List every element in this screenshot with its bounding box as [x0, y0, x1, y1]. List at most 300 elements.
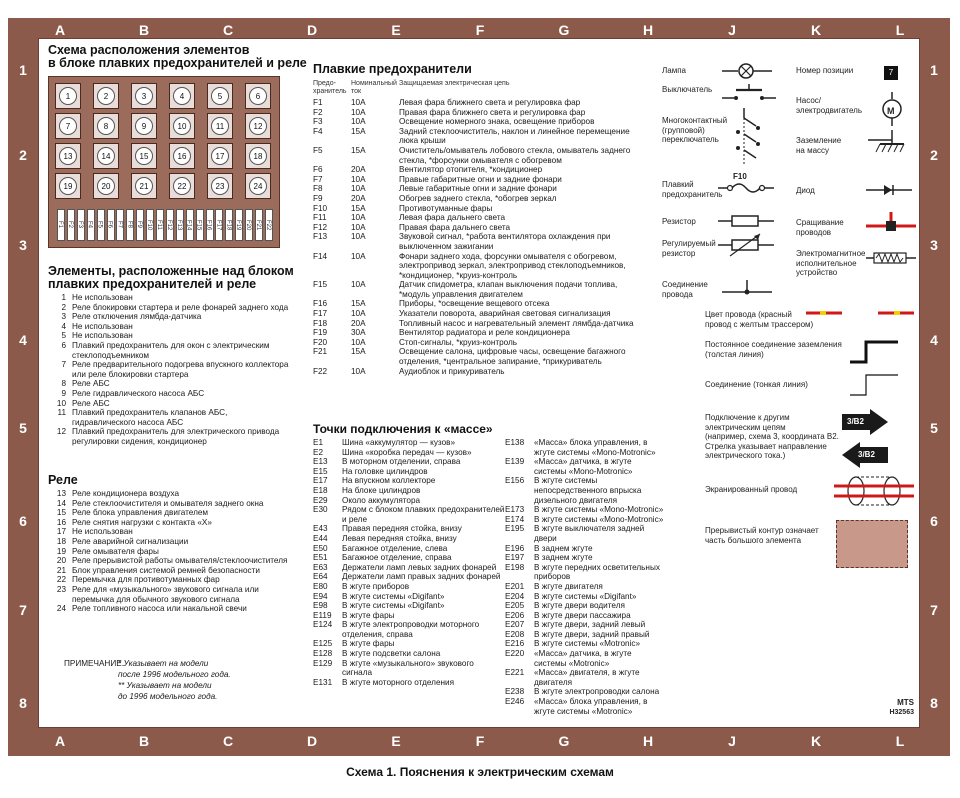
fuses-col2-header: Номинальный	[351, 80, 397, 87]
list-item-number: 9	[61, 388, 66, 398]
fuse-id: F6	[313, 165, 323, 175]
list-item-number: 3	[61, 312, 66, 322]
ground-point-id: E125	[313, 639, 333, 649]
legend-earth-line2: на массу	[796, 145, 830, 155]
ground-list-right	[505, 438, 665, 716]
list-item	[52, 322, 292, 332]
grid-col-label: C	[222, 733, 234, 749]
ground-point-row	[505, 639, 665, 649]
grid-col-label: C	[222, 22, 234, 38]
relay-slot	[245, 113, 271, 139]
grid-row-label: 6	[19, 513, 27, 529]
fuse-id: F22	[313, 366, 328, 376]
ground-point-row	[313, 582, 505, 592]
ground-point-id: E201	[505, 581, 525, 591]
relay-slot-number: 6	[249, 87, 267, 105]
ground-point-id: E17	[313, 476, 328, 486]
ground-point-row	[505, 582, 665, 592]
relay-slot	[245, 143, 271, 169]
fuse-slot: F6	[107, 209, 115, 241]
ground-point-location: Левая передняя стойка, внизу	[342, 533, 457, 543]
relay-slot-number: 4	[173, 87, 191, 105]
ground-point-id: E119	[313, 610, 332, 620]
list-item-text: Реле предварительного подогрева впускного коллектора или реле блокировки стартера	[72, 360, 289, 379]
fuse-circuit: Очиститель/омыватель лобового стекла, омыватель заднего стекла, *форсунки омывателя с обогревом	[399, 145, 631, 165]
ground-point-location: В жгуте системы «Mono-Motronic»	[534, 505, 664, 515]
ground-point-row	[505, 630, 665, 640]
grid-row-label: 2	[19, 147, 27, 163]
fuse-table-row	[313, 213, 643, 223]
ground-point-row	[505, 697, 665, 716]
legend-thin-join-label: Соединение (тонкая линия)	[705, 380, 808, 389]
list-item	[52, 489, 292, 499]
ground-point-row	[313, 620, 505, 639]
legend-pump-line2: электродвигатель	[796, 105, 862, 115]
ground-point-location: В жгуте двери пассажира	[534, 610, 631, 620]
list-item	[52, 575, 292, 585]
ground-point-id: E220	[505, 649, 525, 659]
note-line1: * Указывает на модели	[118, 659, 209, 668]
fuse-slot: F8	[126, 209, 134, 241]
fuse-table-row	[313, 98, 643, 108]
fuse-id: F8	[313, 184, 323, 194]
legend-wire-color-label	[705, 310, 813, 329]
fuse-slot: F14	[186, 209, 194, 241]
list-item	[52, 312, 292, 322]
fuse-rating: 20A	[351, 193, 366, 203]
fuse-icon	[718, 180, 774, 196]
fuse-table-row	[313, 204, 643, 214]
list-item-number: 5	[61, 331, 66, 341]
ground-point-location: В жгуте электропроводки салона	[534, 687, 660, 697]
fuse-slot: F4	[87, 209, 95, 241]
ground-point-location: Правая передняя стойка, внизу	[342, 524, 462, 534]
list-item	[52, 508, 292, 518]
fuses-col1-header: Предо-	[313, 80, 336, 87]
above-block-title-line2: плавких предохранителей и реле	[48, 277, 257, 291]
fuse-rating: 10A	[351, 222, 366, 232]
grid-col-label: A	[54, 22, 66, 38]
list-item-number: 8	[61, 379, 66, 389]
ground-point-location: В жгуте системы «Digifant»	[534, 591, 637, 601]
above-block-title-line1: Элементы, расположенные над блоком	[48, 264, 294, 278]
fuse-table-row	[313, 117, 643, 127]
relay-slot	[207, 113, 233, 139]
list-item	[52, 408, 292, 427]
list-item	[52, 547, 292, 557]
list-item	[52, 341, 292, 360]
list-item-text: Плавкий предохранитель для окон с электрическим стеклоподъемником	[72, 340, 270, 360]
fuse-rating: 10A	[351, 309, 366, 319]
above-block-list	[52, 293, 292, 447]
ground-point-id: E138	[505, 438, 525, 447]
fuse-table-row	[313, 127, 643, 146]
solenoid-icon	[866, 250, 916, 266]
lamp-icon	[722, 62, 774, 80]
legend-link-line2: электрическим цепям	[705, 422, 786, 432]
fuse-table-row	[313, 338, 643, 348]
legend-fuse-label	[662, 180, 722, 199]
ground-point-row	[313, 448, 505, 458]
fuse-slot: F7	[116, 209, 124, 241]
ground-point-location: «Масса» датчика, в жгуте системы «Motronic»	[534, 649, 632, 668]
fuse-slot: F1	[57, 209, 65, 241]
ground-point-row	[505, 563, 665, 582]
ground-point-id: E15	[313, 466, 328, 476]
ground-point-location: В жгуте фары	[342, 639, 395, 649]
list-item-number: 21	[56, 565, 66, 575]
fuse-table-row	[313, 232, 643, 251]
legend-position-label: Номер позиции	[796, 66, 854, 75]
list-item-text: Блок управления системой ремней безопасности	[72, 565, 260, 575]
ground-point-location: В заднем жгуте	[534, 543, 593, 553]
fuse-circuit: Вентилятор радиатора и реле кондиционера	[399, 328, 570, 338]
grid-col-label: F	[475, 733, 485, 749]
ground-point-id: E129	[313, 658, 333, 668]
list-item-text: Реле стеклоочистителя и омывателя заднего окна	[72, 498, 264, 508]
ground-point-id: E206	[505, 610, 525, 620]
relay-slot-number: 14	[97, 147, 115, 165]
list-item-number: 10	[56, 398, 66, 408]
fuse-id: F11	[313, 213, 327, 223]
list-item-number: 11	[57, 408, 66, 418]
grid-row-label: 3	[19, 237, 27, 253]
ground-point-location: Багажное отделение, справа	[342, 553, 452, 563]
legend-var-resistor-label	[662, 239, 716, 258]
ground-point-id: E29	[313, 495, 328, 505]
list-item-number: 22	[56, 575, 66, 585]
grid-col-label: H	[642, 22, 654, 38]
fuses-table	[313, 80, 643, 376]
list-item-text: Плавкий предохранитель для электрического привода регулировки сидения, кондиционер	[72, 427, 280, 446]
list-item-number: 13	[56, 489, 66, 498]
legend-multiswitch-line2: (групповой)	[662, 125, 705, 135]
ground-point-location: В моторном отделении, справа	[342, 457, 461, 467]
ground-point-id: E197	[505, 553, 525, 563]
relay-slot-number: 7	[59, 117, 77, 135]
ground-point-location: В жгуте системы «Mono-Motronic»	[534, 514, 664, 524]
ground-point-location: Держатели ламп правых задних фонарей	[342, 572, 501, 582]
ground-point-row	[505, 438, 665, 457]
fuse-id: F21	[313, 347, 328, 357]
grid-col-label: B	[138, 733, 150, 749]
multi-switch-icon	[730, 108, 770, 168]
fuse-table-row	[313, 328, 643, 338]
ground-point-id: E50	[313, 543, 328, 553]
fuse-slot: F12	[166, 209, 174, 241]
relay-slot-number: 2	[97, 87, 115, 105]
ground-point-id: E1	[313, 438, 324, 447]
legend-link-line1: Подключение к другим	[705, 413, 790, 422]
above-block-title	[48, 265, 294, 291]
fuse-id: F12	[313, 222, 328, 232]
list-item-text: Реле прерывистой работы омывателя/стеклоочистителя	[72, 556, 288, 566]
fuse-circuit: Правая фара ближнего света и регулировка фар	[399, 107, 586, 117]
fuse-rating: 20A	[351, 165, 366, 175]
fuse-slot: F5	[97, 209, 105, 241]
fuse-slot: F18	[225, 209, 233, 241]
list-item	[52, 379, 292, 389]
list-item-number: 15	[56, 508, 66, 518]
legend-solenoid-line3: устройство	[796, 268, 838, 277]
relay-slot	[207, 143, 233, 169]
grid-col-label: B	[138, 22, 150, 38]
grid-row-label: 6	[930, 513, 938, 529]
legend-wire-color-line2: провод с желтым трассером)	[705, 319, 814, 329]
legend-fuse-code: F10	[733, 172, 747, 181]
thick-ground-line-icon	[850, 340, 898, 364]
legend-wire-join-label	[662, 280, 708, 299]
relay-slot	[131, 113, 157, 139]
fuse-id: F9	[313, 193, 323, 203]
grid-col-label: E	[391, 733, 401, 749]
fuse-slot: F21	[255, 209, 263, 241]
grid-col-label: D	[306, 733, 318, 749]
legend-resistor-label: Резистор	[662, 217, 696, 226]
fuse-rating: 10A	[351, 98, 366, 107]
ground-point-row	[313, 486, 505, 496]
ground-point-id: E13	[313, 457, 328, 467]
list-item-text: Не использован	[72, 331, 133, 341]
fuse-slot: F2	[67, 209, 75, 241]
ground-point-row	[505, 505, 665, 515]
ground-point-location: Шина «аккумулятор — кузов»	[342, 438, 456, 447]
legend-dashed-line2: часть большого элемента	[705, 535, 802, 545]
fuse-id: F4	[313, 126, 323, 136]
ground-point-row	[313, 563, 505, 573]
fuse-rating: 10A	[351, 366, 366, 376]
fuse-id: F13	[313, 232, 328, 242]
list-item-number: 14	[56, 498, 66, 508]
ground-point-row	[505, 668, 665, 687]
fuse-slot: F19	[235, 209, 243, 241]
fuse-id: F5	[313, 145, 323, 155]
fuses-col3-header: Защищаемая электрическая цепь	[399, 80, 510, 87]
legend-link-label	[705, 413, 839, 461]
note-line3: ** Указывает на модели	[118, 681, 212, 690]
ground-point-location: Рядом с блоком плавких предохранителей и реле	[342, 505, 505, 524]
fuse-id: F19	[313, 328, 328, 338]
shielded-wire-icon	[834, 474, 914, 508]
ground-point-location: В жгуте фары	[342, 610, 395, 620]
list-item-number: 2	[61, 302, 66, 312]
list-item	[52, 303, 292, 313]
fuse-circuit: Вентилятор отопителя, *кондиционер	[399, 165, 543, 175]
fuse-id: F14	[313, 251, 328, 261]
ground-point-location: В заднем жгуте	[534, 553, 593, 563]
ground-point-id: E174	[505, 514, 525, 524]
fuse-table-row	[313, 175, 643, 185]
ground-point-row	[313, 544, 505, 554]
fuse-circuit: Левая фара ближнего света и регулировка фар	[399, 98, 581, 107]
list-item-number: 20	[56, 556, 66, 566]
ground-point-id: E131	[313, 677, 333, 687]
ground-point-id: E18	[313, 485, 328, 495]
relay-slot-number: 17	[211, 147, 229, 165]
ground-point-location: В жгуте двигателя	[534, 581, 603, 591]
grid-col-label: K	[810, 733, 822, 749]
fuses-col2-header-b: ток	[351, 88, 362, 95]
fuse-table-row	[313, 309, 643, 319]
relay-slot	[169, 143, 195, 169]
ground-point-location: В жгуте системы «Motronic»	[534, 639, 641, 649]
grid-col-label: L	[895, 22, 905, 38]
fuse-table-row	[313, 299, 643, 309]
thin-line-icon	[850, 373, 898, 397]
fuse-circuit: Указатели поворота, аварийная световая сигнализация	[399, 309, 611, 319]
relay-slot-number: 11	[211, 117, 229, 135]
grid-col-label: K	[810, 22, 822, 38]
ground-point-id: E205	[505, 601, 525, 611]
ground-icon	[868, 130, 918, 158]
ground-point-row	[313, 476, 505, 486]
grid-row-label: 8	[19, 695, 27, 711]
switch-icon	[722, 80, 776, 104]
ground-point-id: E204	[505, 591, 525, 601]
relay-slot-number: 18	[249, 147, 267, 165]
legend-splice-line2: проводов	[796, 227, 832, 237]
fuse-id: F3	[313, 117, 323, 127]
ground-point-id: E128	[313, 649, 333, 659]
list-item-number: 18	[56, 536, 66, 546]
list-item	[52, 293, 292, 303]
ground-point-row	[505, 515, 665, 525]
grid-row-label: 4	[19, 332, 27, 348]
relays-list	[52, 489, 292, 614]
list-item	[52, 604, 292, 614]
link-code-out: 3/B2	[847, 417, 864, 426]
fuse-table-row	[313, 184, 643, 194]
list-item-number: 24	[56, 604, 66, 614]
ground-point-location: Шина «коробка передач — кузов»	[342, 447, 472, 457]
grid-col-label: J	[728, 22, 736, 38]
fuse-circuit: Приборы, *освещение вещевого отсека	[399, 299, 550, 309]
fuse-circuit: Правая фара дальнего света	[399, 222, 511, 232]
legend-dashed-line1: Прерывистый контур означает	[705, 526, 819, 535]
ground-point-id: E2	[313, 447, 324, 457]
ground-point-location: «Масса» блока управления, в жгуте системы «Mono-Motronic»	[534, 438, 656, 457]
fuse-slot: F16	[206, 209, 214, 241]
relay-slot	[55, 143, 81, 169]
ground-point-id: E156	[505, 476, 525, 486]
fusebox-title-line2: в блоке плавких предохранителей и реле	[48, 56, 307, 70]
legend-var-resistor-line1: Регулируемый	[662, 239, 716, 248]
ground-point-row	[313, 553, 505, 563]
ground-point-location: В жгуте моторного отделения	[342, 677, 455, 687]
list-item	[52, 399, 292, 409]
list-item-text: Реле аварийной сигнализации	[72, 536, 189, 546]
ground-point-row	[313, 438, 505, 448]
relay-slot-number: 22	[173, 177, 191, 195]
legend-pump-line1: Насос/	[796, 96, 821, 105]
ground-point-id: E238	[505, 687, 525, 697]
fuse-rating: 15A	[351, 347, 366, 357]
list-item-text: Реле снятия нагрузки с контакта «X»	[72, 517, 212, 527]
relay-slot-number: 10	[173, 117, 191, 135]
grid-row-label: 8	[930, 695, 938, 711]
fuse-slot: F17	[215, 209, 223, 241]
ground-point-row	[313, 678, 505, 688]
fuse-table-row	[313, 223, 643, 233]
relay-slot-number: 13	[59, 147, 77, 165]
list-item-number: 7	[61, 360, 66, 370]
ground-point-location: В жгуте электропроводки моторного отделения, справа	[342, 620, 480, 639]
list-item-number: 19	[56, 546, 66, 556]
list-item-text: Реле гидравлического насоса АБС	[72, 388, 205, 398]
fuse-circuit: Правые габаритные огни и задние фонари	[399, 174, 562, 184]
ground-point-id: E44	[313, 533, 328, 543]
relay-slot	[55, 173, 81, 199]
legend-dashed-label	[705, 526, 819, 545]
ground-point-row	[313, 534, 505, 544]
ground-point-row	[505, 476, 665, 505]
grid-row-label: 1	[930, 62, 938, 78]
legend-link-line4: Стрелка указывает направление	[705, 441, 827, 451]
ground-list-left	[313, 438, 505, 687]
relay-slot	[93, 173, 119, 199]
ground-point-location: В жгуте приборов	[342, 581, 410, 591]
legend-multiswitch-label	[662, 116, 727, 145]
relay-slot	[169, 113, 195, 139]
list-item	[52, 331, 292, 341]
grid-col-label: G	[558, 22, 570, 38]
fuse-id: F18	[313, 318, 328, 328]
relay-slot-number: 21	[135, 177, 153, 195]
relay-slot-number: 19	[59, 177, 77, 195]
variable-resistor-icon	[718, 232, 774, 258]
fuse-table-row	[313, 319, 643, 329]
ground-point-location: Около аккумулятора	[342, 495, 421, 505]
grid-col-label: H	[642, 733, 654, 749]
grid-col-label: L	[895, 733, 905, 749]
list-item-text: Реле кондиционера воздуха	[72, 489, 180, 498]
ground-point-location: Держатели ламп левых задних фонарей	[342, 562, 497, 572]
ground-point-location: В жгуте двери, задний левый	[534, 620, 646, 630]
ground-point-row	[505, 601, 665, 611]
ground-point-id: E196	[505, 543, 525, 553]
fuse-circuit: Противотуманные фары	[399, 203, 493, 213]
ground-point-id: E246	[505, 697, 525, 707]
ground-point-row	[505, 524, 665, 543]
fuse-id: F16	[313, 299, 328, 309]
list-item-text: Реле омывателя фары	[72, 546, 159, 556]
list-item-text: Реле АБС	[72, 379, 110, 389]
grid-row-label: 1	[19, 62, 27, 78]
ground-point-location: В жгуте передних осветительных приборов	[534, 562, 660, 582]
motor-label: M	[887, 106, 895, 116]
relay-slot-number: 1	[59, 87, 77, 105]
note-label: ПРИМЕЧАНИЕ.	[64, 659, 124, 668]
ground-point-location: В жгуте системы «Digifant»	[342, 591, 445, 601]
grid-row-label: 5	[930, 420, 938, 436]
publisher-mark	[880, 698, 914, 717]
fuse-table-row	[313, 194, 643, 204]
fuse-id: F1	[313, 98, 323, 107]
legend-fuse-line1: Плавкий	[662, 180, 694, 189]
list-item-number: 23	[56, 584, 66, 594]
relay-slot	[131, 173, 157, 199]
list-item-text: Реле АБС	[72, 398, 110, 408]
fuse-circuit: Левая фара дальнего света	[399, 213, 506, 223]
legend-earth-line1: Заземление	[796, 136, 842, 145]
fuse-circuit: Стоп-сигналы, *круиз-контроль	[399, 337, 518, 347]
ground-point-row	[313, 592, 505, 602]
ground-point-row	[313, 467, 505, 477]
grid-col-label: G	[558, 733, 570, 749]
ground-point-row	[313, 496, 505, 506]
list-item	[52, 537, 292, 547]
fuse-table-row	[313, 108, 643, 118]
